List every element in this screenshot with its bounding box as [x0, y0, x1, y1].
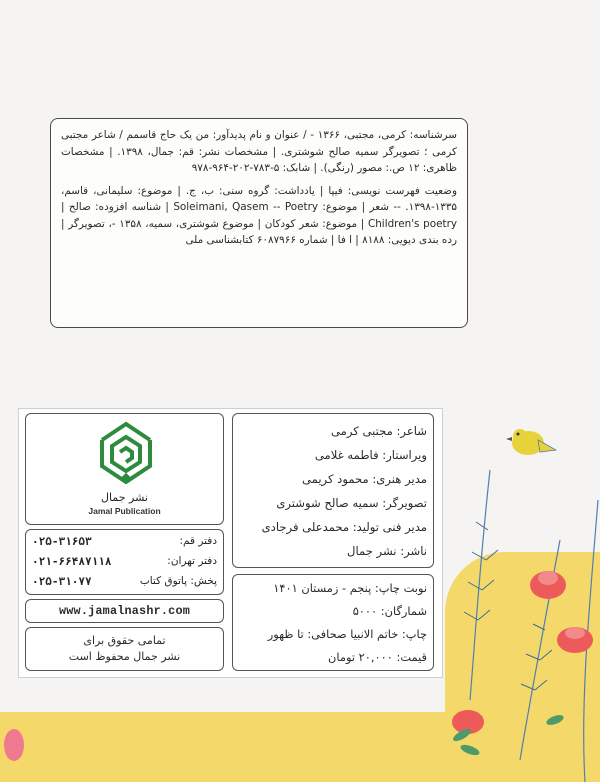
printer-info: چاپ: خاتم الانبیا صحافی: تا ظهور	[267, 627, 427, 641]
poet-credit: شاعر: مجتبی کرمی	[331, 424, 427, 438]
credits-box	[232, 413, 434, 568]
copyright-line1: تمامی حقوق برای	[83, 634, 166, 647]
publisher-logo-box	[25, 413, 224, 525]
distribution-label: پخش: پاتوق کتاب	[139, 575, 217, 587]
tehran-office-row	[32, 555, 217, 572]
print-details-box	[232, 574, 434, 671]
website-link[interactable]: www.jamalnashr.com	[25, 599, 224, 623]
publisher-credit: ناشر: نشر جمال	[347, 544, 427, 558]
qom-office-row	[32, 535, 217, 552]
cataloging-text-part1: سرشناسه: کرمی، مجتبی، ۱۳۶۶ - / عنوان و نام پدیدآور: من یک حاج قاسمم / شاعر مجتبی کرمی ؛ تصویرگر سمیه صالح شوشتری. | مشخصات نشر: قم: جمال، ۱۳۹۸. | مشخصات ظاهری: ۱۲ ص.: مصور (رنگی). | شابک: ۵-۷۸۳-۲۰۲-۹۶۴-۹۷۸	[61, 129, 457, 174]
copyright-line2: نشر جمال محفوظ است	[68, 650, 181, 663]
editor-credit: ویراستار: فاطمه غلامی	[314, 448, 427, 462]
production-manager-credit: مدیر فنی تولید: محمدعلی فرجادی	[261, 520, 427, 534]
art-director-credit: مدیر هنری: محمود کریمی	[301, 472, 427, 486]
contact-box	[25, 529, 224, 595]
tehran-office-label: دفتر تهران:	[167, 555, 217, 567]
qom-office-phone: ۰۲۵-۳۱۶۵۳	[32, 535, 92, 548]
red-flower	[530, 571, 566, 599]
edition-info: نوبت چاپ: پنجم - زمستان ۱۴۰۱	[273, 581, 427, 595]
tehran-office-phone: ۰۲۱-۶۶۴۸۷۱۱۸	[32, 555, 112, 568]
qom-office-label: دفتر قم:	[179, 535, 217, 547]
jamal-publication-logo-icon	[98, 420, 154, 486]
publisher-logo-name: نشر جمال	[101, 491, 148, 504]
publisher-logo-subtitle: Jamal Publication	[88, 506, 161, 516]
distribution-phone: ۰۲۵-۳۱۰۷۷	[32, 575, 92, 588]
circulation-info: شمارگان: ۵۰۰۰	[352, 604, 427, 618]
price-info: قیمت: ۲۰,۰۰۰ تومان	[328, 650, 427, 664]
copyright-box	[25, 627, 224, 671]
cataloging-text-part2: وضعیت فهرست نویسی: فیپا | یادداشت: گروه سنی: ب، ج. | موضوع: سلیمانی، قاسم، ۱۳۳۵-۱۳۹۸. -- شعر | موضوع: Soleimani, Qasem -- Poetry | شناسه افزوده: صالح | Children's poetry | موضوع: شعر کودکان | موضوع شوشتری، سمیه، ۱۳۵۸ -، تصویرگر | رده بندی دیویی: ۸۱۸۸ | ا فا | شماره ۶۰۸۷۹۶۶ کتابشناسی ملی	[61, 184, 458, 246]
cataloging-info-box	[50, 118, 468, 328]
illustrator-credit: تصویرگر: سمیه صالح شوشتری	[276, 496, 427, 510]
bird-illustration	[506, 429, 556, 455]
distribution-row	[32, 575, 217, 592]
